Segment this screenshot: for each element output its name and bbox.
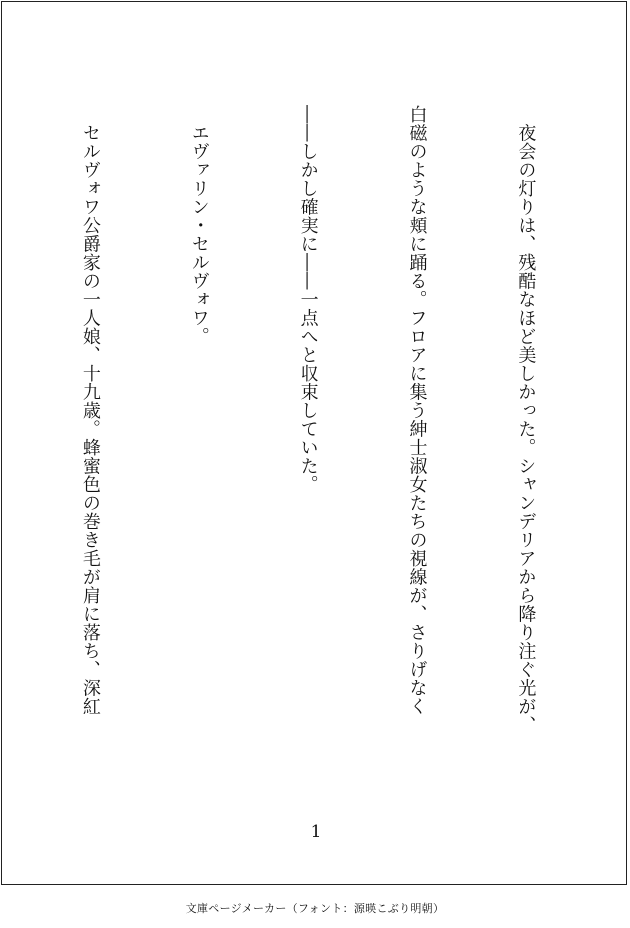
text-line: セルヴォワ公爵家の一人娘、十九歳。蜂蜜色の巻き毛が肩に落ち、深紅 <box>79 105 101 716</box>
text-line: 夜会の灯りは、残酷なほど美しかった。シャンデリアから降り注ぐ光が、 <box>515 105 537 734</box>
page-frame <box>1 1 627 885</box>
text-line: 白磁のような頬に踊る。フロアに集う紳士淑女たちの視線が、さりげなく <box>406 105 428 716</box>
page-number: 1 <box>310 822 322 842</box>
text-line: エヴァリン・セルヴォワ。 <box>188 105 210 346</box>
footer-caption: 文庫ページメーカー（フォント：源暎こぶり明朝） <box>185 902 445 915</box>
vertical-text-body <box>0 105 616 777</box>
text-line: ――しかし確実に――一点へと収束していた。 <box>297 105 319 494</box>
